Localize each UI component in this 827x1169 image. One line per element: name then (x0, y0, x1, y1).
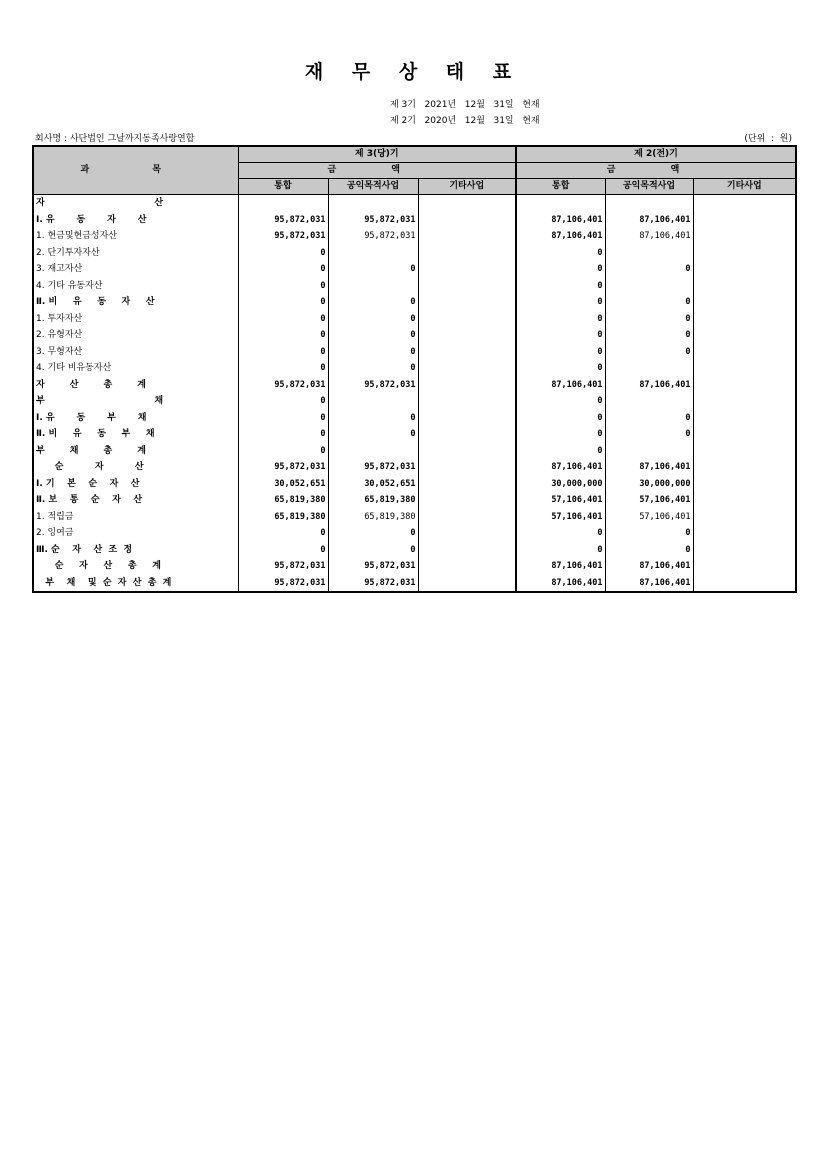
table-row (33, 393, 796, 410)
cell-value: 87,106,401 (516, 575, 605, 593)
cell-value (693, 575, 796, 593)
cell-value (605, 195, 693, 212)
table-row (33, 377, 796, 394)
cell-value: 0 (516, 542, 605, 559)
cell-value (418, 459, 516, 476)
cell-value: 0 (516, 525, 605, 542)
cell-value: 30,052,651 (328, 476, 418, 493)
cell-value: 65,819,380 (328, 509, 418, 526)
cell-value (328, 195, 418, 212)
cell-value (605, 360, 693, 377)
col-header-total-prior: 통합 (516, 179, 605, 195)
cell-value: 95,872,031 (328, 377, 418, 394)
cell-value: 30,000,000 (516, 476, 605, 493)
cell-value: 0 (516, 278, 605, 295)
cell-value (418, 492, 516, 509)
table-row (33, 492, 796, 509)
cell-value: 0 (605, 311, 693, 328)
row-label: 부 채 (33, 393, 238, 410)
cell-value: 0 (605, 525, 693, 542)
cell-value: 0 (328, 410, 418, 427)
cell-value: 0 (516, 261, 605, 278)
cell-value: 0 (238, 443, 328, 460)
cell-value: 95,872,031 (238, 459, 328, 476)
cell-value (418, 525, 516, 542)
cell-value: 0 (516, 245, 605, 262)
cell-value (418, 212, 516, 229)
table-row (33, 311, 796, 328)
cell-value (693, 393, 796, 410)
balance-sheet-body (33, 195, 796, 593)
cell-value (418, 228, 516, 245)
cell-value (693, 212, 796, 229)
table-row (33, 261, 796, 278)
table-row (33, 476, 796, 493)
cell-value (418, 377, 516, 394)
cell-value: 0 (328, 360, 418, 377)
cell-value (693, 228, 796, 245)
cell-value: 0 (238, 311, 328, 328)
cell-value (418, 443, 516, 460)
cell-value (418, 360, 516, 377)
table-row (33, 426, 796, 443)
row-label: 자 산 총 계 (33, 377, 238, 394)
row-label: 3. 재고자산 (33, 261, 238, 278)
table-row (33, 245, 796, 262)
table-row (33, 558, 796, 575)
cell-value: 0 (238, 278, 328, 295)
cell-value: 95,872,031 (328, 558, 418, 575)
cell-value (693, 377, 796, 394)
cell-value (418, 476, 516, 493)
cell-value: 95,872,031 (238, 558, 328, 575)
header-amount-prior: 금 액 (516, 163, 796, 179)
cell-value (605, 278, 693, 295)
cell-value: 0 (516, 294, 605, 311)
cell-value: 87,106,401 (605, 575, 693, 593)
row-label: 4. 기타 유동자산 (33, 278, 238, 295)
cell-value: 57,106,401 (516, 492, 605, 509)
header-amount-current: 금 액 (238, 163, 516, 179)
cell-value: 0 (238, 261, 328, 278)
cell-value: 0 (605, 327, 693, 344)
table-row (33, 228, 796, 245)
cell-value: 0 (605, 410, 693, 427)
cell-value (418, 245, 516, 262)
table-row (33, 459, 796, 476)
row-label: 2. 유형자산 (33, 327, 238, 344)
row-label: Ⅰ. 기 본 순 자 산 (33, 476, 238, 493)
balance-sheet-table (32, 145, 797, 593)
table-row (33, 195, 796, 212)
cell-value: 0 (238, 393, 328, 410)
company-name: 회사명 : 사단법인 그날까지동족사랑연합 (35, 134, 195, 144)
table-row (33, 278, 796, 295)
table-row (33, 410, 796, 427)
cell-value: 57,106,401 (516, 509, 605, 526)
cell-value: 0 (516, 360, 605, 377)
cell-value: 0 (516, 311, 605, 328)
row-label: Ⅱ. 보 통 순 자 산 (33, 492, 238, 509)
cell-value (693, 360, 796, 377)
cell-value: 0 (238, 525, 328, 542)
cell-value: 0 (516, 344, 605, 361)
cell-value (693, 525, 796, 542)
row-label: 1. 투자자산 (33, 311, 238, 328)
cell-value (693, 278, 796, 295)
row-label: 자 산 (33, 195, 238, 212)
cell-value (418, 393, 516, 410)
cell-value: 0 (605, 261, 693, 278)
cell-value: 87,106,401 (516, 228, 605, 245)
row-label: 부 채 및 순 자 산 총 계 (33, 575, 238, 593)
cell-value (693, 410, 796, 427)
cell-value: 87,106,401 (605, 212, 693, 229)
cell-value: 0 (605, 294, 693, 311)
header-prior-period: 제 2(전)기 (516, 146, 796, 163)
cell-value: 0 (238, 327, 328, 344)
table-row (33, 344, 796, 361)
table-row (33, 509, 796, 526)
cell-value: 95,872,031 (238, 377, 328, 394)
cell-value (418, 542, 516, 559)
cell-value: 0 (516, 327, 605, 344)
cell-value: 87,106,401 (516, 459, 605, 476)
cell-value (693, 426, 796, 443)
unit-label: (단위 : 원) (744, 134, 792, 144)
cell-value: 0 (516, 426, 605, 443)
cell-value: 95,872,031 (238, 575, 328, 593)
cell-value: 95,872,031 (328, 212, 418, 229)
cell-value (693, 509, 796, 526)
cell-value (693, 311, 796, 328)
cell-value: 0 (328, 426, 418, 443)
table-row (33, 542, 796, 559)
cell-value: 65,819,380 (238, 509, 328, 526)
cell-value: 87,106,401 (605, 377, 693, 394)
row-label: 부 채 총 계 (33, 443, 238, 460)
cell-value (693, 245, 796, 262)
cell-value: 0 (328, 327, 418, 344)
row-label: Ⅲ. 순 자 산 조 정 (33, 542, 238, 559)
cell-value: 87,106,401 (605, 558, 693, 575)
cell-value (418, 558, 516, 575)
cell-value (693, 344, 796, 361)
period-current: 제 3기 2021년 12월 31일 현재 (390, 100, 540, 110)
cell-value: 0 (328, 525, 418, 542)
col-header-total-current: 통합 (238, 179, 328, 195)
cell-value: 0 (516, 443, 605, 460)
cell-value (418, 294, 516, 311)
cell-value: 95,872,031 (328, 228, 418, 245)
cell-value (328, 393, 418, 410)
cell-value: 95,872,031 (238, 212, 328, 229)
cell-value: 0 (238, 245, 328, 262)
cell-value: 87,106,401 (605, 228, 693, 245)
cell-value (693, 443, 796, 460)
cell-value: 0 (605, 542, 693, 559)
row-label: 순 자 산 총 계 (33, 558, 238, 575)
cell-value (693, 327, 796, 344)
cell-value: 0 (516, 393, 605, 410)
cell-value (328, 443, 418, 460)
cell-value: 0 (238, 294, 328, 311)
cell-value (418, 311, 516, 328)
cell-value: 0 (238, 360, 328, 377)
cell-value (693, 261, 796, 278)
table-row (33, 443, 796, 460)
cell-value: 57,106,401 (605, 492, 693, 509)
header-current-period: 제 3(당)기 (238, 146, 516, 163)
row-label: 순 자 산 (33, 459, 238, 476)
cell-value: 87,106,401 (516, 558, 605, 575)
cell-value (418, 195, 516, 212)
cell-value (418, 278, 516, 295)
cell-value (238, 195, 328, 212)
cell-value (693, 195, 796, 212)
cell-value (328, 278, 418, 295)
cell-value: 87,106,401 (516, 377, 605, 394)
cell-value: 95,872,031 (238, 228, 328, 245)
row-label: Ⅱ. 비 유 동 부 채 (33, 426, 238, 443)
cell-value: 95,872,031 (328, 575, 418, 593)
cell-value: 0 (238, 542, 328, 559)
cell-value (418, 575, 516, 593)
col-header-other-current: 기타사업 (418, 179, 516, 195)
cell-value (605, 443, 693, 460)
cell-value: 0 (328, 294, 418, 311)
cell-value: 0 (328, 311, 418, 328)
cell-value: 0 (605, 426, 693, 443)
cell-value (328, 245, 418, 262)
table-row (33, 294, 796, 311)
cell-value (418, 344, 516, 361)
cell-value: 30,052,651 (238, 476, 328, 493)
row-label: 1. 현금및현금성자산 (33, 228, 238, 245)
cell-value (516, 195, 605, 212)
cell-value: 0 (328, 261, 418, 278)
period-prior: 제 2기 2020년 12월 31일 현재 (390, 116, 540, 126)
cell-value: 0 (328, 542, 418, 559)
cell-value: 57,106,401 (605, 509, 693, 526)
cell-value (605, 245, 693, 262)
cell-value (418, 327, 516, 344)
cell-value: 0 (238, 344, 328, 361)
table-row (33, 327, 796, 344)
col-header-public-current: 공익목적사업 (328, 179, 418, 195)
row-label: 2. 잉여금 (33, 525, 238, 542)
row-label: 2. 단기투자자산 (33, 245, 238, 262)
table-row (33, 525, 796, 542)
cell-value: 0 (605, 344, 693, 361)
cell-value (693, 542, 796, 559)
cell-value (418, 410, 516, 427)
cell-value (605, 393, 693, 410)
cell-value: 0 (238, 426, 328, 443)
document-title: 재 무 상 태 표 (304, 61, 523, 83)
row-label: 3. 무형자산 (33, 344, 238, 361)
row-label: Ⅰ. 유 동 부 채 (33, 410, 238, 427)
cell-value: 65,819,380 (328, 492, 418, 509)
cell-value (693, 459, 796, 476)
row-label: 1. 적립금 (33, 509, 238, 526)
header-subject: 과 목 (33, 146, 238, 195)
cell-value: 87,106,401 (516, 212, 605, 229)
cell-value: 95,872,031 (328, 459, 418, 476)
table-row (33, 360, 796, 377)
cell-value (693, 492, 796, 509)
cell-value: 65,819,380 (238, 492, 328, 509)
row-label: Ⅰ. 유 동 자 산 (33, 212, 238, 229)
cell-value (418, 261, 516, 278)
row-label: Ⅱ. 비 유 동 자 산 (33, 294, 238, 311)
cell-value: 0 (238, 410, 328, 427)
cell-value: 0 (328, 344, 418, 361)
table-row (33, 575, 796, 593)
col-header-public-prior: 공익목적사업 (605, 179, 693, 195)
cell-value: 87,106,401 (605, 459, 693, 476)
cell-value (693, 558, 796, 575)
cell-value (693, 294, 796, 311)
cell-value (693, 476, 796, 493)
table-row (33, 212, 796, 229)
cell-value (418, 426, 516, 443)
cell-value: 0 (516, 410, 605, 427)
cell-value: 30,000,000 (605, 476, 693, 493)
row-label: 4. 기타 비유동자산 (33, 360, 238, 377)
cell-value (418, 509, 516, 526)
col-header-other-prior: 기타사업 (693, 179, 796, 195)
